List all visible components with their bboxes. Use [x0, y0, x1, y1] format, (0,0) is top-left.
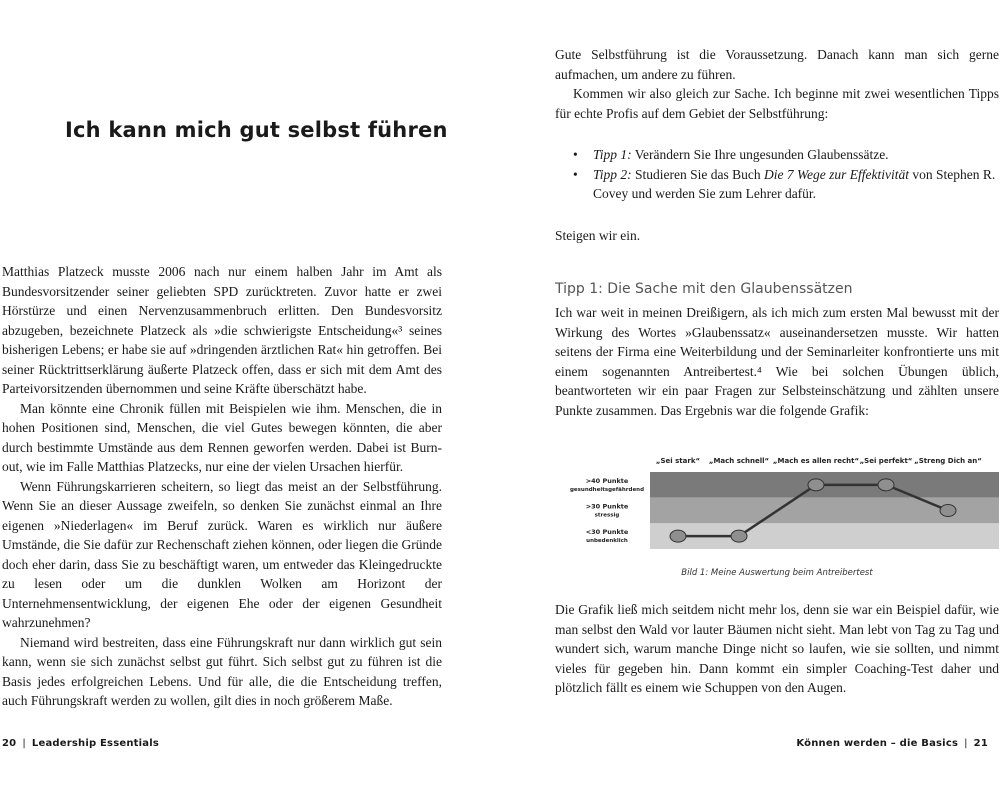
data-point — [940, 505, 956, 517]
footer-separator: | — [964, 738, 968, 749]
tip-label: Tipp 2: — [593, 166, 632, 182]
paragraph: Ich war weit in meinen Dreißigern, als ich mich zum ersten Mal bewusst mit der Wirkung des Wortes »Glaubenssatz« auseinandersetzen musste. Wir hatten seitens der Firma eine Weiterbildung und der Seminarleiter konfrontierte uns mit einem sogenannten Antreibertest.⁴ Wie bei solchen Übungen üblich, beantworteten wir ein paar Fragen zur Selbsteinschätzung und zählten unsere Punkte zusammen. Das Ergebnis war die folgende Grafik: — [555, 305, 999, 418]
list-item — [555, 145, 999, 165]
section-text — [555, 303, 999, 420]
paragraph: Gute Selbstführung ist die Voraussetzung. Danach kann man sich gerne aufmachen, um andere zu führen. — [555, 47, 999, 82]
paragraph: Die Grafik ließ mich seitdem nicht mehr los, denn sie war ein Beispiel dafür, wie man selbst den Wald vor lauter Bäumen nicht sieht. Man lebt von Tag zu Tag und wundert sich, warum manche Dinge nicht so laufen, wie sie sollten, und nimmt vieles für gegeben hin. Dann kommt ein simpler Coaching-Test daher und plötzlich fällt es einem wie Schuppen von den Augen. — [555, 602, 999, 695]
band-sublabel: stressig — [594, 512, 620, 519]
data-point — [808, 479, 824, 491]
left-body-text — [2, 262, 442, 711]
band-label: >40 Punkte — [585, 476, 629, 485]
chapter-title: Ich kann mich gut selbst führen — [65, 118, 448, 142]
section-heading: Tipp 1: Die Sache mit den Glaubenssätzen — [555, 281, 853, 297]
page-number: 20 — [2, 738, 17, 749]
paragraph: Matthias Platzeck musste 2006 nach nur einem halben Jahr im Amt als Bundesvorsitzender seiner geliebten SPD zurücktreten. Zuvor hatte er zwei Hörstürze und einen Nervenzusammenbruch erlitten. Den Bundesvorsitz abzugeben, bezeichnete Platzeck als »die schwierigste Entscheidung«³ seines bisherigen Lebens; er habe sie auf »dringenden ärztlichen Rat« hin getroffen. Bei seiner Rücktrittserklärung äußerte Platzeck offen, dass er sich mit dem Amt des Parteivorsitzenden übernommen und seine Kräfte überschätzt habe. — [2, 264, 442, 396]
list-item — [555, 165, 999, 204]
right-page — [510, 0, 1000, 800]
tip-text: von Stephen R. Covey und werden Sie zum Lehrer dafür. — [593, 166, 996, 201]
category-label: „Sei perfekt“ — [859, 457, 913, 465]
closing-intro: Steigen wir ein. — [555, 228, 641, 243]
footer-separator: | — [22, 738, 26, 749]
category-label: „Streng Dich an“ — [914, 457, 982, 465]
paragraph: Wenn Führungskarrieren scheitern, so liegt das meist an der Selbstführung. Wenn Sie an dieser Aussage zweifeln, so denken Sie zunächst einmal an Ihre eigenen »Niederlagen« im Beruf zurück. Waren es wirklich nur äußere Umstände, die Sie dafür zur Rechenschaft ziehen können, oder liegen die Gründe doch eher darin, dass Sie zu beschäftigt waren, um entweder das Kleingedruckte zu lesen oder um die dunklen Wolken am Horizont der Unternehmensentwicklung, der eigenen Ehe oder der eigenen Gesundheit wahrzunehmen? — [2, 478, 442, 630]
footer-right — [796, 738, 988, 749]
chart — [555, 448, 999, 566]
category-label: „Sei stark“ — [655, 457, 701, 465]
category-label: „Mach es allen recht“ — [772, 457, 860, 465]
book-title: Leadership Essentials — [31, 738, 159, 749]
chart-caption: Bild 1: Meine Auswertung beim Antreibertest — [681, 568, 873, 578]
bullet: • — [573, 147, 578, 162]
paragraph: Niemand wird bestreiten, dass eine Führungskraft nur dann wirklich gut sein kann, wenn sie sich zunächst selbst gut führt. Sich selbst gut zu führen ist die Basis jedes erfolgreichen Lebens. Und für alle, die die Entscheidung treffen, auch Führungskraft werden zu wollen, gilt dies in noch größerem Maße. — [2, 634, 442, 708]
category-label: „Mach schnell“ — [708, 457, 770, 465]
bullet: • — [573, 166, 578, 182]
paragraph: Man könnte eine Chronik füllen mit Beispielen wie ihm. Menschen, die in hohen Positionen sind, Menschen, die viel Gutes bewegen könnten, die aber durch bestimmte Umstände aus dem Rennen geworfen werden. Dabei ist Burn-out, wie im Falle Matthias Platzecks, nur eine der vielen Ursachen hierfür. — [2, 400, 442, 474]
band-sublabel: gesundheitsgefährdend — [569, 486, 645, 493]
chart-figure — [555, 448, 999, 583]
data-point — [878, 479, 894, 491]
final-text — [555, 600, 999, 698]
intro-text — [555, 45, 999, 123]
tip-text: Verändern Sie Ihre ungesunden Glaubenssätze. — [631, 147, 889, 162]
band-sublabel: unbedenklich — [586, 538, 628, 545]
band-label: <30 Punkte — [585, 528, 629, 537]
tips-list — [555, 145, 999, 204]
tip-text: Studieren Sie das Buch — [631, 166, 764, 182]
page-number: 21 — [973, 738, 988, 749]
band-label: >30 Punkte — [585, 502, 629, 511]
section-title: Können werden – die Basics — [796, 738, 959, 749]
tip-label: Tipp 1: — [593, 147, 632, 162]
paragraph: Kommen wir also gleich zur Sache. Ich beginne mit zwei wesentlichen Tipps für echte Profis auf dem Gebiet der Selbstführung: — [555, 86, 999, 121]
left-page — [0, 0, 490, 800]
book-title-reference: Die 7 Wege zur Effektivität — [764, 166, 909, 182]
footer-left — [2, 738, 159, 749]
data-point — [731, 530, 747, 542]
data-point — [670, 530, 686, 542]
